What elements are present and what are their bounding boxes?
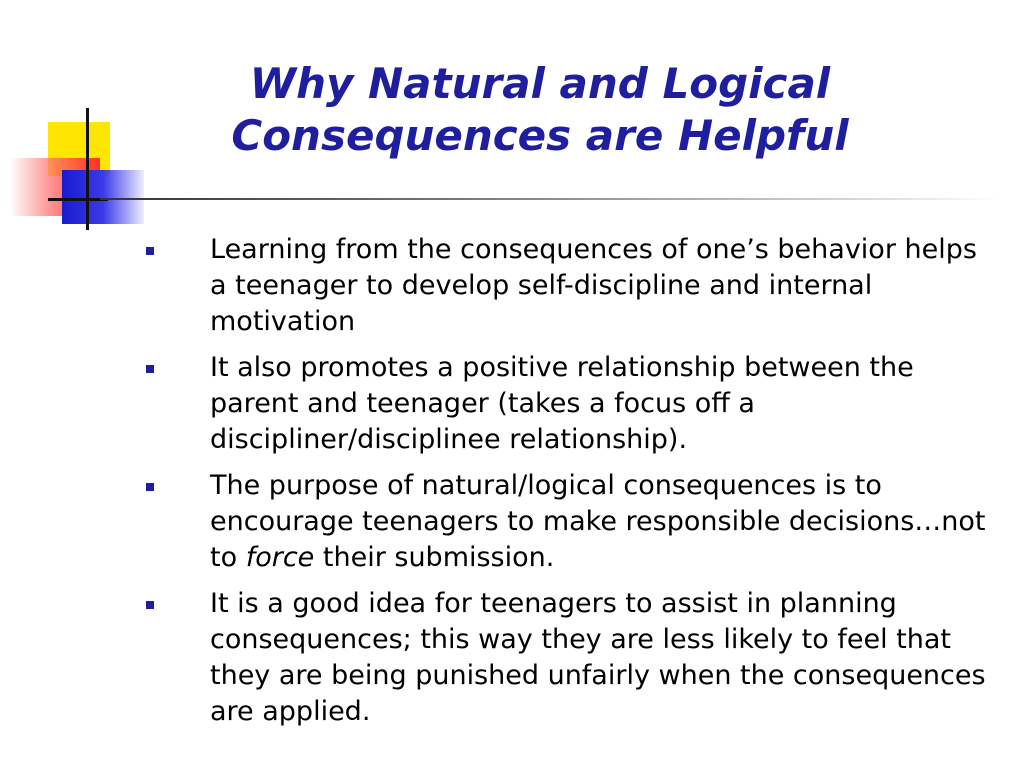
bullet-item xyxy=(138,232,998,340)
bullet-square-icon xyxy=(146,365,154,373)
bullet-item xyxy=(138,468,998,576)
slide-title-line-1: Why Natural and Logical xyxy=(249,59,831,108)
decorative-squares-logo xyxy=(0,100,160,240)
slide-title xyxy=(140,58,940,162)
blue-square xyxy=(62,170,144,224)
bullet-text-after: their submission. xyxy=(314,542,555,573)
logo-horizontal-line xyxy=(48,198,108,201)
bullet-text-before: The purpose of natural/logical consequences is to encourage teenagers to make responsible decisions…not to xyxy=(210,470,986,573)
bullet-item xyxy=(138,350,998,458)
logo-vertical-line xyxy=(86,108,89,230)
bullet-text xyxy=(210,470,986,573)
title-divider xyxy=(100,198,1000,200)
bullet-text: Learning from the consequences of one’s behavior helps a teenager to develop self-discipline and internal motivation xyxy=(210,234,977,337)
bullet-item xyxy=(138,586,998,730)
bullet-text: It is a good idea for teenagers to assist in planning consequences; this way they are less likely to feel that they are being punished unfairly when the consequences are applied. xyxy=(210,588,986,727)
bullet-square-icon xyxy=(146,601,154,609)
bullet-square-icon xyxy=(146,247,154,255)
bullet-text-emphasis: force xyxy=(245,542,315,573)
bullet-list xyxy=(138,232,998,740)
slide-title-line-2: Consequences are Helpful xyxy=(231,111,849,160)
bullet-text: It also promotes a positive relationship between the parent and teenager (takes a focus off a discipliner/disciplinee relationship). xyxy=(210,352,914,455)
bullet-square-icon xyxy=(146,483,154,491)
